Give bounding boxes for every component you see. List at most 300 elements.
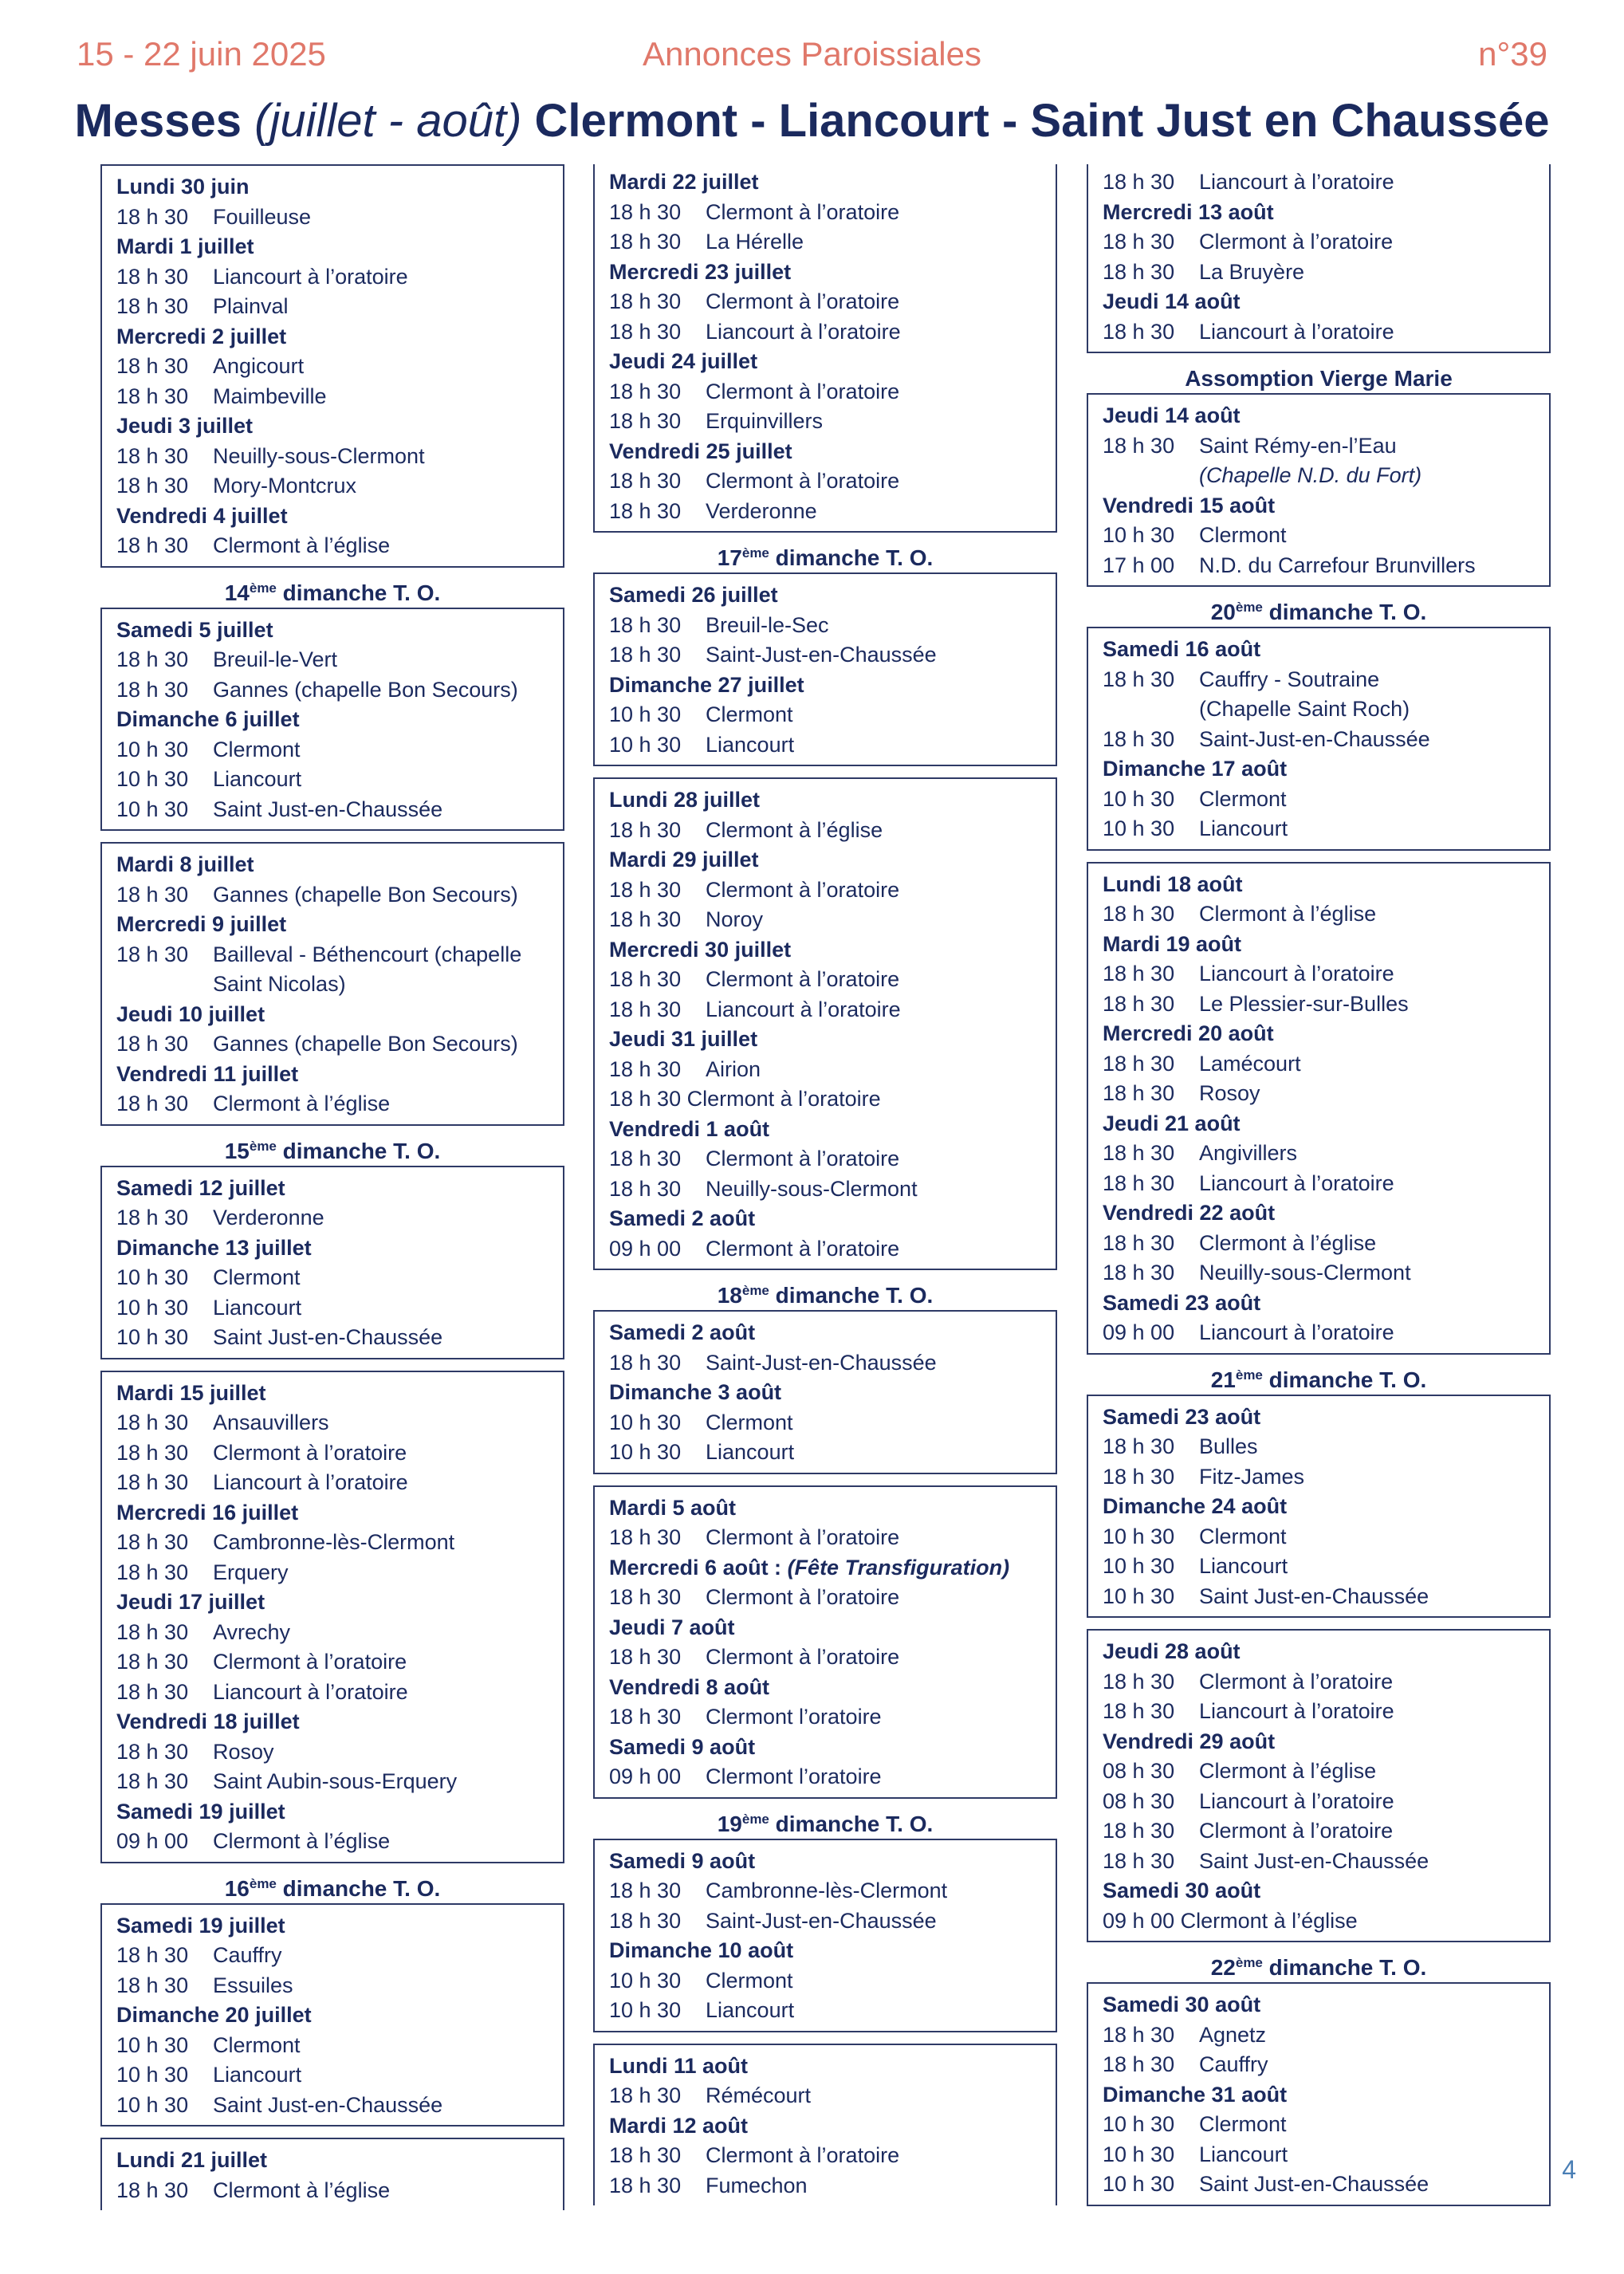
place-note: (Chapelle N.D. du Fort)	[1199, 463, 1422, 487]
mass-entry	[1103, 2050, 1549, 2080]
schedule-box	[100, 1903, 564, 2127]
mass-entry	[116, 2031, 563, 2061]
mass-time: 18 h 30	[609, 409, 682, 433]
mass-place: Clermont l’oratoire	[706, 1765, 882, 1788]
mass-place: Saint-Just-en-Chaussée	[706, 643, 937, 667]
mass-place: Clermont à l’oratoire	[706, 469, 900, 493]
mass-time: 18 h 30	[1103, 2052, 1175, 2076]
mass-time: 18 h 30	[116, 1973, 189, 1997]
mass-place: Essuiles	[213, 1973, 293, 1997]
mass-entry	[116, 442, 563, 472]
mass-time: 18 h 30	[609, 907, 682, 931]
mass-place: Neuilly-sous-Clermont	[213, 443, 425, 468]
mass-time: 18 h 30	[609, 967, 682, 991]
mass-entry	[116, 1618, 563, 1648]
mass-entry	[609, 1234, 1056, 1265]
mass-place: Clermont à l’oratoire	[706, 1585, 900, 1609]
mass-place: Saint Just-en-Chaussée	[1199, 1848, 1429, 1873]
mass-entry	[116, 1089, 563, 1119]
mass-place: Bulles	[1199, 1434, 1258, 1458]
column-2	[593, 164, 1057, 2217]
mass-time: 09 h 00	[609, 1236, 682, 1261]
mass-time: 18 h 30	[1103, 1230, 1175, 1255]
schedule-box	[1087, 1982, 1551, 2206]
day-heading: Jeudi 31 juillet	[609, 1027, 758, 1051]
mass-time: 10 h 30	[1103, 1554, 1175, 1578]
ordinal-suffix: ème	[249, 1138, 277, 1154]
mass-time: 18 h 30	[609, 877, 682, 902]
day-heading: Lundi 28 juillet	[609, 788, 761, 812]
mass-place: Rosoy	[213, 1739, 274, 1764]
mass-time: 18 h 30	[116, 1470, 189, 1494]
mass-entry	[116, 645, 563, 675]
day-heading: Jeudi 14 août	[1103, 289, 1241, 313]
mass-time: 18 h 30	[1103, 1261, 1175, 1285]
mass-time: 18 h 30	[609, 817, 682, 842]
day-heading: Jeudi 10 juillet	[116, 1001, 265, 1026]
mass-place: Liancourt à l’oratoire	[213, 1470, 408, 1494]
day-heading: Vendredi 25 juillet	[609, 439, 792, 463]
mass-place: N.D. du Carrefour Brunvillers	[1199, 553, 1476, 577]
mass-time: 18 h 30	[609, 1350, 682, 1375]
mass-time: 18 h 30	[116, 677, 189, 702]
day-heading: Samedi 19 juillet	[116, 1799, 285, 1824]
sunday-label: dimanche T. O.	[276, 580, 441, 605]
place-continuation: Saint Nicolas)	[213, 972, 346, 996]
mass-entry	[1103, 1667, 1549, 1698]
schedule-box	[100, 1166, 564, 1359]
mass-entry	[609, 1144, 1056, 1174]
day-heading: Samedi 5 juillet	[116, 617, 273, 642]
mass-place: Rosoy	[1199, 1081, 1260, 1105]
day-heading: Dimanche 6 juillet	[116, 707, 300, 731]
mass-entry	[609, 1876, 1056, 1906]
schedule-box	[100, 608, 564, 832]
day-heading: Jeudi 7 août	[609, 1615, 735, 1639]
sunday-number: 19	[717, 1811, 742, 1836]
mass-time: 18 h 30	[116, 1440, 189, 1465]
ordinal-suffix: ème	[1235, 600, 1263, 615]
mass-entry	[1103, 989, 1549, 1020]
mass-time: 10 h 30	[1103, 523, 1175, 547]
mass-time: 18 h 30	[116, 1769, 189, 1793]
day-heading: Jeudi 17 juillet	[116, 1590, 265, 1614]
mass-place: Saint Just-en-Chaussée	[213, 797, 443, 821]
mass-entry	[1103, 227, 1549, 258]
mass-place: Liancourt à l’oratoire	[1199, 319, 1394, 344]
mass-place: Cauffry	[213, 1943, 282, 1967]
mass-place: Cambronne-lès-Clermont	[706, 1879, 948, 1902]
day-heading: Mardi 22 juillet	[609, 170, 759, 194]
mass-entry	[609, 317, 1056, 348]
day-heading: Samedi 2 août	[609, 1320, 756, 1344]
sunday-number: 18	[717, 1283, 742, 1308]
day-heading: Samedi 16 août	[1103, 637, 1261, 661]
mass-place: Liancourt à l’oratoire	[1199, 1320, 1394, 1344]
mass-time: 18 h 30	[1103, 726, 1175, 751]
mass-time: 18 h 30	[609, 379, 682, 403]
mass-entry	[116, 2176, 563, 2206]
sunday-number: 20	[1210, 600, 1236, 624]
mass-time: 18 h 30	[609, 230, 682, 254]
header-bulletin-name: Annonces Paroissiales	[643, 35, 981, 73]
mass-entry	[116, 735, 563, 765]
mass-time: 17 h 00	[1103, 553, 1175, 577]
mass-entry	[609, 1643, 1056, 1673]
day-heading: Dimanche 20 juillet	[116, 2003, 312, 2027]
mass-time: 18 h 30	[116, 1032, 189, 1056]
mass-time: 10 h 30	[1103, 786, 1175, 811]
mass-time: 10 h 30	[116, 1325, 189, 1349]
mass-time: 18 h 30	[1103, 1464, 1175, 1489]
day-heading: Vendredi 8 août	[609, 1674, 770, 1699]
ordinal-suffix: ème	[249, 1875, 277, 1891]
mass-time: 18 h 30	[1103, 991, 1175, 1016]
mass-entry	[609, 1174, 1056, 1205]
mass-place: Neuilly-sous-Clermont	[1199, 1261, 1411, 1285]
mass-entry	[1103, 814, 1549, 844]
sunday-label: dimanche T. O.	[276, 1875, 441, 1901]
sunday-heading	[1087, 598, 1551, 627]
mass-place: Liancourt	[706, 1440, 795, 1464]
mass-entry	[609, 875, 1056, 906]
mass-place: Clermont	[1199, 786, 1287, 811]
mass-entry	[609, 995, 1056, 1025]
mass-entry	[116, 1767, 563, 1797]
sunday-heading	[100, 1137, 564, 1166]
mass-entry	[116, 1438, 563, 1469]
mass-entry	[1103, 2140, 1549, 2170]
mass-entry	[609, 1523, 1056, 1553]
mass-time: 18 h 30	[116, 1943, 189, 1967]
mass-place: Erquinvillers	[706, 409, 824, 433]
mass-time: 18 h 30	[609, 2143, 682, 2167]
mass-time: 18 h 30	[116, 1206, 189, 1229]
mass-entry	[116, 2060, 563, 2091]
mass-entry	[1103, 2110, 1549, 2140]
schedule-box	[593, 1485, 1057, 1799]
mass-entry	[116, 1408, 563, 1438]
mass-entry	[116, 1737, 563, 1768]
mass-time: 18 h 30	[1103, 1848, 1175, 1873]
mass-place: Clermont à l’oratoire	[706, 1147, 900, 1170]
mass-time: 18 h 30	[116, 1560, 189, 1584]
mass-entry	[1103, 521, 1549, 551]
day-heading: Mercredi 9 juillet	[116, 912, 287, 936]
mass-time: 18 h 30	[1103, 1434, 1175, 1458]
mass-time: 10 h 30	[116, 767, 189, 791]
mass-entry	[1103, 1139, 1549, 1169]
mass-time: 18 h 30	[116, 1619, 189, 1644]
mass-entry	[609, 227, 1056, 258]
mass-time: 18 h 30	[1103, 259, 1175, 284]
mass-time: 18 h 30	[1103, 1669, 1175, 1694]
mass-entry	[116, 1323, 563, 1353]
mass-place: Liancourt à l’oratoire	[1199, 1170, 1394, 1195]
day-heading: Samedi 26 juillet	[609, 583, 778, 607]
sunday-label: dimanche T. O.	[1262, 600, 1427, 624]
mass-place: Avrechy	[213, 1619, 291, 1644]
schedule-box	[593, 164, 1057, 533]
mass-place: Gannes (chapelle Bon Secours)	[213, 882, 518, 907]
mass-time: 18 h 30	[116, 384, 189, 408]
mass-time: 18 h 30	[609, 1147, 682, 1170]
mass-time: 09 h 00	[1103, 1320, 1175, 1344]
mass-place: Liancourt à l’oratoire	[706, 997, 901, 1021]
mass-place: Clermont	[1199, 523, 1287, 547]
day-heading: Lundi 21 juillet	[116, 2148, 268, 2172]
day-heading: Lundi 30 juin	[116, 175, 250, 199]
mass-time: 18 h 30	[116, 1679, 189, 1704]
day-heading: Jeudi 3 juillet	[116, 414, 254, 438]
day-heading: Mardi 8 juillet	[116, 852, 254, 876]
ordinal-suffix: ème	[1235, 1367, 1263, 1383]
mass-place: Fouilleuse	[213, 204, 312, 229]
mass-entry	[609, 287, 1056, 317]
mass-entry	[609, 1438, 1056, 1468]
sunday-heading	[593, 1281, 1057, 1310]
mass-entry	[116, 675, 563, 706]
day-heading: Dimanche 17 août	[1103, 757, 1288, 781]
mass-place: Clermont à l’oratoire	[213, 1440, 407, 1465]
mass-place: Clermont à l’église	[706, 817, 883, 842]
mass-time: 10 h 30	[116, 2063, 189, 2087]
day-heading: Mercredi 20 août	[1103, 1021, 1274, 1045]
mass-place: Clermont à l’église	[213, 2178, 391, 2202]
mass-time: 18 h 30	[1103, 667, 1175, 691]
mass-place: Liancourt	[706, 732, 795, 757]
mass-place: Saint-Just-en-Chaussée	[706, 1350, 937, 1375]
day-label: Mercredi 6 août :	[609, 1555, 788, 1580]
schedule-box	[1087, 1629, 1551, 1942]
mass-time: 10 h 30	[609, 732, 682, 757]
mass-time: 18 h 30	[116, 2178, 189, 2202]
mass-place: Liancourt à l’oratoire	[1199, 1699, 1394, 1723]
day-heading-feast	[609, 1553, 1056, 1584]
mass-entry	[116, 2091, 563, 2121]
day-heading: Jeudi 24 juillet	[609, 349, 758, 373]
day-heading: Dimanche 31 août	[1103, 2082, 1288, 2107]
mass-time: 18 h 30	[116, 533, 189, 557]
sunday-heading	[100, 1875, 564, 1903]
mass-time: 18 h 30	[116, 647, 189, 671]
mass-time: 18 h 30	[116, 354, 189, 378]
mass-entry	[1103, 1229, 1549, 1259]
mass-entry	[1103, 1787, 1549, 1817]
mass-entry	[116, 1263, 563, 1293]
mass-entry	[116, 262, 563, 293]
mass-entry	[116, 203, 563, 233]
day-heading: Vendredi 22 août	[1103, 1201, 1276, 1225]
schedule-box	[593, 777, 1057, 1270]
mass-entry	[1103, 1432, 1549, 1462]
schedule-box	[1087, 164, 1551, 353]
mass-entry	[1103, 899, 1549, 930]
mass-place: Liancourt	[1199, 2142, 1288, 2166]
mass-time: 10 h 30	[1103, 1584, 1175, 1608]
schedule-box	[1087, 862, 1551, 1355]
mass-entry	[116, 531, 563, 561]
mass-entry	[609, 198, 1056, 228]
sunday-number: 17	[717, 545, 742, 570]
mass-entry	[1103, 1582, 1549, 1612]
mass-entry	[116, 382, 563, 412]
day-heading: Dimanche 10 août	[609, 1938, 794, 1962]
day-heading: Mardi 1 juillet	[116, 234, 254, 258]
mass-entry	[609, 965, 1056, 995]
sunday-heading	[593, 544, 1057, 572]
mass-time: 10 h 30	[1103, 1524, 1175, 1548]
schedule-box	[100, 2138, 564, 2210]
mass-place: Liancourt à l’oratoire	[213, 264, 408, 289]
mass-time: 18 h 30	[1103, 1170, 1175, 1195]
mass-entry	[1103, 1552, 1549, 1582]
mass-place: Fumechon	[706, 2173, 808, 2197]
mass-place: Liancourt	[1199, 1554, 1288, 1578]
mass-time: 18 h 30	[1103, 2022, 1175, 2047]
mass-place: Clermont à l’oratoire	[706, 877, 900, 902]
mass-place: Saint-Just-en-Chaussée	[706, 1908, 937, 1933]
mass-time: 10 h 30	[609, 1998, 682, 2022]
mass-place: Clermont à l’église	[213, 533, 391, 557]
schedule-box	[593, 572, 1057, 766]
schedule-box	[593, 1310, 1057, 1474]
mass-place: Liancourt à l’oratoire	[213, 1679, 408, 1704]
mass-place: Liancourt à l’oratoire	[1199, 170, 1394, 194]
mass-entry	[116, 1558, 563, 1588]
mass-place: Clermont à l’église	[1199, 902, 1377, 926]
header-dates: 15 - 22 juin 2025	[77, 35, 326, 73]
day-heading: Jeudi 28 août	[1103, 1639, 1241, 1663]
mass-entry	[1103, 725, 1549, 755]
day-heading: Vendredi 4 juillet	[116, 503, 288, 528]
mass-time: 18 h 30	[609, 199, 682, 224]
mass-entry	[609, 2081, 1056, 2111]
mass-time: 18 h 30	[116, 474, 189, 498]
day-heading: Mercredi 16 juillet	[116, 1500, 299, 1525]
ordinal-suffix: ème	[741, 545, 769, 561]
mass-place: Cauffry	[1199, 2052, 1268, 2076]
sunday-number: 14	[224, 580, 250, 605]
mass-entry	[1103, 258, 1549, 288]
page-title	[0, 94, 1624, 148]
mass-time: 18 h 30	[116, 204, 189, 229]
mass-entry	[116, 1029, 563, 1060]
schedule-box	[593, 1839, 1057, 2032]
mass-time: 10 h 30	[1103, 816, 1175, 840]
day-heading: Samedi 30 août	[1103, 1993, 1261, 2016]
mass-place: Clermont à l’oratoire	[706, 1236, 900, 1261]
schedule-box	[100, 164, 564, 568]
mass-place: Airion	[706, 1056, 761, 1081]
mass-place: Liancourt à l’oratoire	[1199, 1788, 1394, 1813]
mass-entry	[116, 765, 563, 795]
mass-entry	[609, 1408, 1056, 1438]
sunday-heading	[100, 579, 564, 608]
mass-place: Clermont à l’oratoire	[706, 1525, 900, 1549]
day-heading: Mercredi 2 juillet	[116, 324, 287, 348]
mass-time: 18 h 30	[116, 1739, 189, 1764]
mass-place: Clermont à l’église	[213, 1092, 391, 1115]
mass-entry	[609, 640, 1056, 671]
mass-entry	[609, 466, 1056, 497]
day-heading: Vendredi 11 juillet	[116, 1061, 299, 1086]
day-heading: Mercredi 13 août	[1103, 199, 1274, 224]
mass-entry	[116, 1678, 563, 1708]
mass-place: Clermont à l’oratoire	[213, 1650, 407, 1674]
mass-place: Clermont l’oratoire	[706, 1705, 882, 1729]
mass-time: 10 h 30	[116, 2092, 189, 2117]
mass-time: 18 h 30	[1103, 1051, 1175, 1076]
mass-entry	[609, 905, 1056, 935]
mass-place: Clermont à l’église	[1199, 1230, 1377, 1255]
mass-entry	[1103, 317, 1549, 348]
mass-entry	[116, 880, 563, 911]
sunday-label: dimanche T. O.	[769, 1283, 934, 1308]
mass-place: Lamécourt	[1199, 1051, 1301, 1076]
mass-time: 18 h 30	[609, 2083, 682, 2107]
mass-time: 18 h 30	[609, 1908, 682, 1933]
day-heading: Dimanche 27 juillet	[609, 672, 804, 697]
sunday-heading	[1087, 364, 1551, 393]
day-heading: Jeudi 21 août	[1103, 1111, 1241, 1135]
mass-place: Noroy	[706, 907, 764, 931]
mass-entry	[116, 1293, 563, 1324]
schedule-box	[1087, 1395, 1551, 1619]
mass-place: Clermont	[213, 737, 301, 761]
mass-time: 18 h 30	[1103, 170, 1175, 194]
mass-time: 18 h 30	[1103, 1141, 1175, 1165]
mass-place: Clermont à l’oratoire	[706, 967, 900, 991]
schedule-box	[593, 2044, 1057, 2206]
mass-place: Clermont à l’église	[213, 1829, 391, 1853]
day-heading: Samedi 9 août	[609, 1848, 756, 1873]
mass-place: La Hérelle	[706, 230, 804, 254]
mass-entry	[609, 377, 1056, 407]
mass-entry	[116, 1647, 563, 1678]
mass-place: Clermont	[706, 1968, 793, 1993]
mass-time: 18 h 30	[1103, 1819, 1175, 1843]
mass-time: 18 h 30	[609, 498, 682, 523]
title-part-1: Messes	[74, 95, 255, 147]
mass-place: Gannes (chapelle Bon Secours)	[213, 1032, 518, 1056]
mass-time: 18 h 30	[609, 612, 682, 637]
sunday-label: dimanche T. O.	[1262, 1367, 1427, 1392]
mass-place: Breuil-le-Vert	[213, 647, 338, 671]
schedule-box	[100, 1371, 564, 1863]
mass-time: 18 h 30	[609, 1176, 682, 1201]
mass-place: Saint Just-en-Chaussée	[1199, 2172, 1429, 2196]
mass-entry	[609, 2141, 1056, 2171]
mass-time: 18 h 30	[609, 1056, 682, 1081]
mass-time: 18 h 30	[116, 1092, 189, 1115]
column-3	[1087, 164, 1551, 2217]
day-heading: Mercredi 30 juillet	[609, 937, 792, 962]
mass-time: 10 h 30	[116, 2032, 189, 2057]
ordinal-suffix: ème	[249, 580, 277, 596]
mass-place: Saint Rémy-en-l’Eau	[1199, 433, 1397, 458]
sunday-label: dimanche T. O.	[769, 545, 934, 570]
title-part-3: Clermont - Liancourt - Saint Just en Chaussée	[521, 95, 1550, 147]
mass-entry	[609, 816, 1056, 846]
mass-place: Clermont	[213, 2032, 301, 2057]
schedule-box	[1087, 627, 1551, 851]
mass-place: Liancourt	[213, 2063, 302, 2087]
mass-time: 10 h 30	[609, 702, 682, 726]
mass-entry	[1103, 1318, 1549, 1348]
mass-time: 08 h 30	[1103, 1759, 1175, 1783]
mass-place: Clermont à l’église	[1199, 1759, 1377, 1783]
